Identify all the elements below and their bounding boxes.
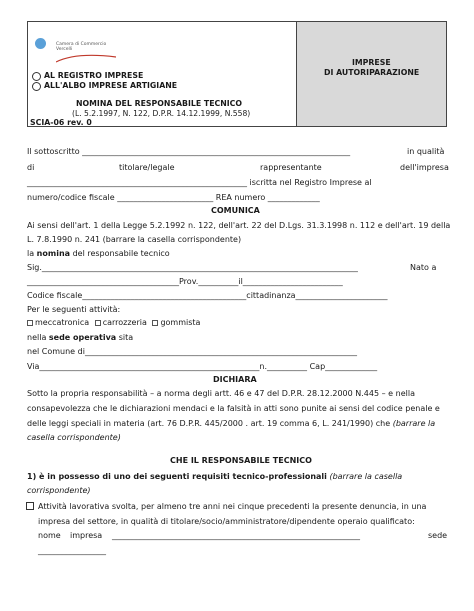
impresa-text: dell'impresa — [400, 163, 449, 172]
sottoscritto-line: Il sottoscritto ___________________________________________________________________ — [27, 147, 351, 156]
carrozzeria-label: carrozzeria — [102, 318, 147, 327]
logo-line2: Vercelli — [56, 47, 73, 52]
gommista-checkbox[interactable] — [152, 320, 158, 326]
sede-post: sita — [116, 333, 134, 342]
in-qualita-text: in qualità — [407, 147, 445, 156]
sede-operativa-line — [27, 333, 133, 342]
option-registro-checkbox[interactable] — [32, 72, 41, 81]
logo-line1: Camera di Commercio — [56, 42, 107, 47]
form-code: SCIA-06 rev. 0 — [30, 118, 92, 127]
dichiara-paragraph-3 — [27, 419, 435, 428]
dichiara-paragraph-1: Sotto la propria responsabilità – a norma degli artt. 46 e 47 del D.P.R. 28.12.2000 N.445 – e nella — [27, 389, 415, 398]
gommista-label: gommista — [160, 318, 201, 327]
sig-line: Sig._______________________________________________________________________________ — [27, 263, 358, 272]
di-text: di — [27, 163, 35, 172]
header-box — [27, 21, 447, 127]
comunica-paragraph-2: L. 7.8.1990 n. 241 (barrare la casella corrispondente) — [27, 235, 242, 244]
meccatronica-label: meccatronica — [35, 318, 90, 327]
attivita-options — [27, 318, 200, 327]
option-albo-checkbox[interactable] — [32, 82, 41, 91]
dichiara-paragraph-4: casella corrispondente) — [27, 433, 121, 442]
form-title: NOMINA DEL RESPONSABILE TECNICO — [76, 99, 243, 108]
nato-a-text: Nato a — [410, 263, 437, 272]
nomina-pre: la — [27, 249, 37, 258]
attivita-lavorativa-checkbox[interactable] — [26, 502, 34, 510]
option-albo-label: ALL'ALBO IMPRESE ARTIGIANE — [44, 81, 178, 90]
sede-bold: sede operativa — [48, 333, 117, 342]
responsabile-heading: CHE IL RESPONSABILE TECNICO — [170, 456, 312, 465]
header-left-panel — [28, 22, 296, 126]
logo-swoosh-icon — [56, 54, 116, 64]
comunica-paragraph-1: Ai sensi dell'art. 1 della Legge 5.2.1992 n. 122, dell'art. 22 del D.Lgs. 31.3.1998 n. 112 e dell'art. 19 della — [27, 221, 451, 230]
right-title-line2: DI AUTORIPARAZIONE — [324, 68, 420, 77]
nomina-post: del responsabile tecnico — [70, 249, 170, 258]
impresa-field[interactable]: ______________________________________________________________ — [112, 531, 360, 540]
sede-field[interactable]: _________________ — [38, 546, 106, 555]
requisiti-bold: 1) è in possesso di uno dei seguenti requisiti tecnico-professionali — [27, 472, 327, 481]
codice-fiscale-rea-line: numero/codice fiscale ________________________ REA numero _____________ — [27, 193, 320, 202]
dichiara-heading: DICHIARA — [213, 375, 257, 384]
prov-line: ______________________________________Prov.__________il_________________________ — [27, 277, 343, 286]
attivita-lavorativa-line1: Attività lavorativa svolta, per almeno tre anni nei cinque precedenti la presente denuncia, in una — [38, 502, 427, 511]
iscritta-line: _______________________________________________________ iscritta nel Registro Imprese al — [27, 178, 372, 187]
requisiti-italic-line2: corrispondente) — [27, 486, 91, 495]
meccatronica-checkbox[interactable] — [27, 320, 33, 326]
carrozzeria-checkbox[interactable] — [95, 320, 101, 326]
impresa-label: impresa — [70, 531, 103, 540]
titolare-text: titolare/legale — [119, 163, 175, 172]
codice-fiscale-line: Codice fiscale_________________________________________cittadinanza_______________________ — [27, 291, 388, 300]
requisiti-line — [27, 472, 402, 481]
dichiara-p3-text: delle leggi speciali in materia (art. 76 D.P.R. 445/2000 . art. 19 comma 6, L. 241/1990) che — [27, 419, 393, 428]
attivita-label: Per le seguenti attività: — [27, 305, 121, 314]
dichiara-paragraph-2: consapevolezza che le dichiarazioni mendaci e la falsità in atti sono punite ai sensi del codice penale e — [27, 404, 440, 413]
dichiara-p3-italic: (barrare la — [392, 419, 436, 428]
requisiti-italic: (barrare la casella — [326, 472, 403, 481]
via-line: Via_______________________________________________________n.__________ Cap_____________ — [27, 362, 378, 371]
nomina-bold: nomina — [36, 249, 71, 258]
sede-label: sede — [428, 531, 448, 540]
right-title-line1: IMPRESE — [352, 58, 391, 67]
comunica-heading: COMUNICA — [211, 206, 260, 215]
attivita-lavorativa-line2: impresa del settore, in qualità di titolare/socio/amministratore/dipendente operaio qualificato: — [38, 517, 415, 526]
nomina-line — [27, 249, 170, 258]
logo-text — [56, 42, 106, 52]
rappresentante-text: rappresentante — [260, 163, 322, 172]
option-registro-label: AL REGISTRO IMPRESE — [44, 71, 144, 80]
nome-label: nome — [38, 531, 61, 540]
comune-line: nel Comune di____________________________________________________________________ — [27, 347, 357, 356]
header-right-panel — [296, 22, 446, 126]
form-subtitle: (L. 5.2.1997, N. 122, D.P.R. 14.12.1999, N.558) — [72, 109, 251, 118]
chamber-logo-icon — [35, 38, 46, 49]
sede-pre: nella — [27, 333, 49, 342]
